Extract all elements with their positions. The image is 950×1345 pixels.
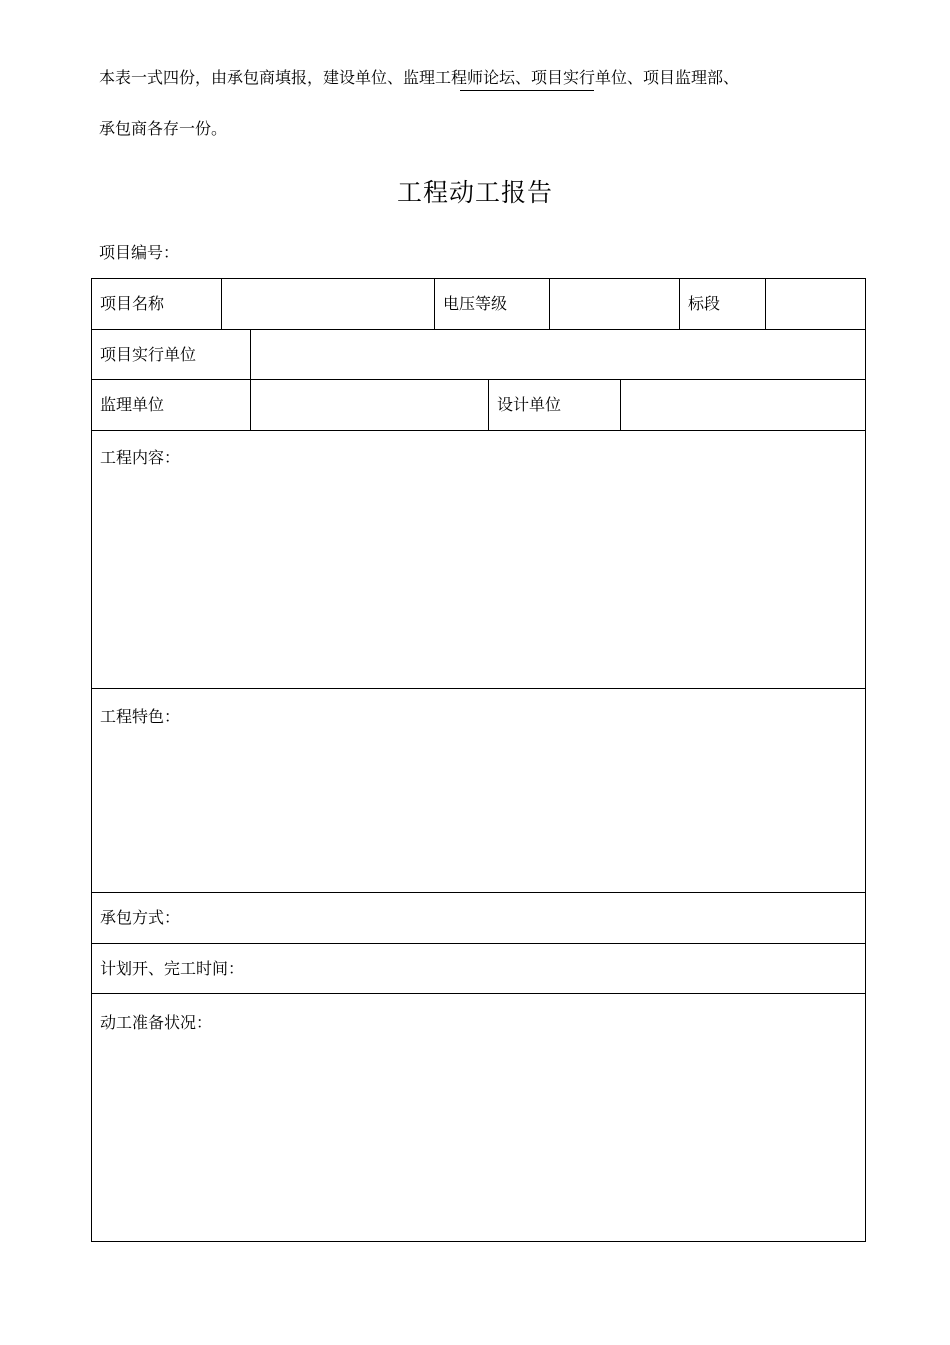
project-features-label: 工程特色： bbox=[100, 707, 181, 726]
project-name-label: 项目名称 bbox=[100, 294, 165, 313]
section-field[interactable] bbox=[766, 279, 865, 329]
instructions-underline bbox=[460, 90, 594, 91]
voltage-field[interactable] bbox=[550, 279, 680, 329]
design-unit-field[interactable] bbox=[621, 380, 865, 430]
form-row-project-name bbox=[92, 279, 865, 330]
supervision-unit-label-cell bbox=[92, 380, 251, 430]
project-name-field[interactable] bbox=[222, 279, 435, 329]
contract-method-field[interactable] bbox=[92, 893, 865, 944]
supervision-unit-field[interactable] bbox=[251, 380, 489, 430]
schedule-label: 计划开、完工时间： bbox=[100, 958, 245, 978]
voltage-label-cell bbox=[435, 279, 550, 329]
voltage-label: 电压等级 bbox=[443, 294, 508, 313]
readiness-label: 动工准备状况： bbox=[100, 1013, 213, 1032]
project-features-field[interactable] bbox=[92, 689, 865, 893]
design-unit-label-cell bbox=[489, 380, 621, 430]
report-form-table bbox=[91, 278, 866, 1242]
project-content-label: 工程内容： bbox=[100, 448, 181, 467]
project-name-label-cell bbox=[92, 279, 222, 329]
implementing-unit-label-cell bbox=[92, 330, 251, 379]
instructions-line-2: 承包商各存一份。 bbox=[99, 119, 228, 138]
design-unit-label: 设计单位 bbox=[497, 395, 562, 414]
supervision-unit-label: 监理单位 bbox=[100, 395, 165, 414]
form-row-units bbox=[92, 380, 865, 431]
contract-method-label: 承包方式： bbox=[100, 908, 181, 927]
instructions-line-1: 本表一式四份，由承包商填报，建设单位、监理工程师论坛、项目实行单位、项目监理部、 bbox=[99, 68, 740, 87]
schedule-field[interactable] bbox=[92, 944, 865, 994]
implementing-unit-label: 项目实行单位 bbox=[100, 344, 197, 364]
form-row-implementing-unit bbox=[92, 330, 865, 380]
project-number-label: 项目编号： bbox=[99, 243, 180, 262]
page-title: 工程动工报告 bbox=[396, 178, 553, 207]
section-label: 标段 bbox=[688, 294, 721, 313]
section-label-cell bbox=[680, 279, 766, 329]
readiness-field[interactable] bbox=[92, 994, 865, 1241]
implementing-unit-field[interactable] bbox=[251, 330, 865, 379]
project-content-field[interactable] bbox=[92, 431, 865, 689]
